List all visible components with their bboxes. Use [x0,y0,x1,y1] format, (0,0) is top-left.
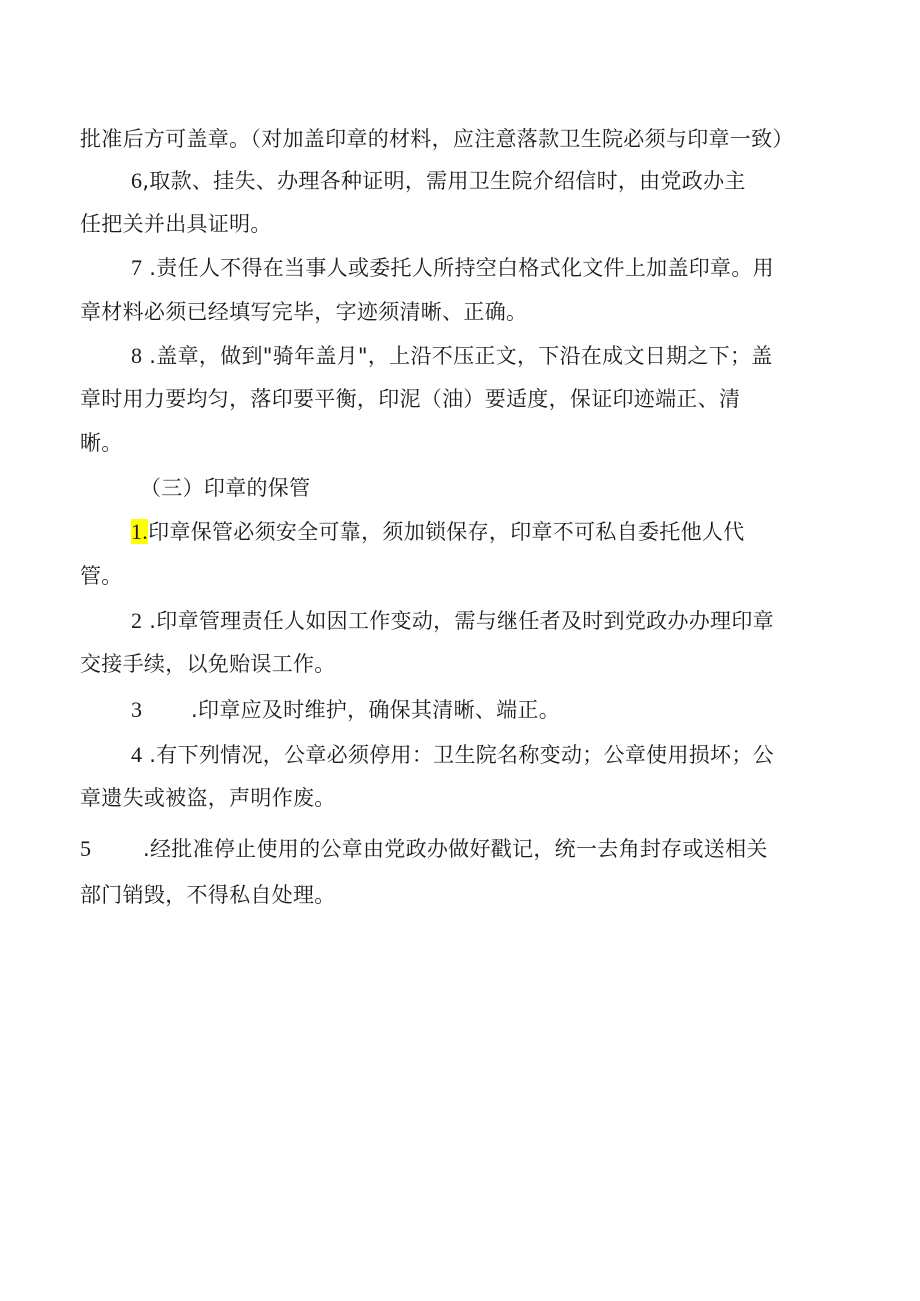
item-2-line [131,606,774,636]
item-text: .责任人不得在当事人或委托人所持空白格式化文件上加盖印章。用 [142,256,774,280]
line-text: 管。 [80,564,123,588]
line-text: 章材料必须已经填写完毕，字迹须清晰、正确。 [80,300,528,324]
item-text: .经批准停止使用的公章由党政办做好戳记，统一去角封存或送相关 [143,837,768,861]
item-text: .有下列情况，公章必须停用：卫生院名称变动；公章使用损坏；公 [142,743,774,767]
paragraph-line [80,880,336,910]
item-7-line [131,253,774,283]
paragraph-line [80,649,336,679]
item-3-line [131,695,560,725]
item-6-line [131,166,746,196]
item-text: ,取款、挂失、办理各种证明，需用卫生院介绍信时，由党政办主 [142,169,746,193]
paragraph-line [80,783,336,813]
line-text: 章遗失或被盗，声明作废。 [80,786,336,810]
item-4-line [131,740,774,770]
line-text: 章时用力要均匀，落印要平衡，印泥（油）要适度，保证印迹端正、清 [80,387,741,411]
item-8-line [131,341,773,371]
paragraph-line [80,561,123,591]
section-heading-text: （三）印章的保管 [140,476,311,500]
paragraph-line [80,209,272,239]
section-heading [140,473,310,503]
paragraph-line [80,297,527,327]
paragraph-line [80,124,794,154]
item-1-line [131,517,745,547]
item-5-line [80,834,768,864]
line-text: 部门销毁，不得私自处理。 [80,883,336,907]
line-text: 交接手续，以免贻误工作。 [80,652,336,676]
item-text: .印章管理责任人如因工作变动，需与继任者及时到党政办办理印章 [142,609,774,633]
paragraph-line [80,384,740,414]
line-text: 批准后方可盖章。（对加盖印章的材料，应注意落款卫生院必须与印章一致） [80,127,794,151]
item-number: 2 [131,608,143,633]
item-number: 5 [80,836,92,861]
item-number: 4 [131,742,143,767]
line-text: 任把关并出具证明。 [80,212,272,236]
line-text: 晰。 [80,431,123,455]
item-text: .盖章，做到"骑年盖月"，上沿不压正文，下沿在成文日期之下；盖 [142,344,773,368]
item-text: .印章应及时维护，确保其清晰、端正。 [191,698,561,722]
item-number: 8 [131,343,143,368]
item-number: 6 [131,168,143,193]
item-number: 3 [131,697,143,722]
item-number: 7 [131,255,143,280]
paragraph-line [80,428,123,458]
item-number-highlighted: 1. [131,519,149,544]
item-text: 印章保管必须安全可靠，须加锁保存，印章不可私自委托他人代 [148,520,745,544]
